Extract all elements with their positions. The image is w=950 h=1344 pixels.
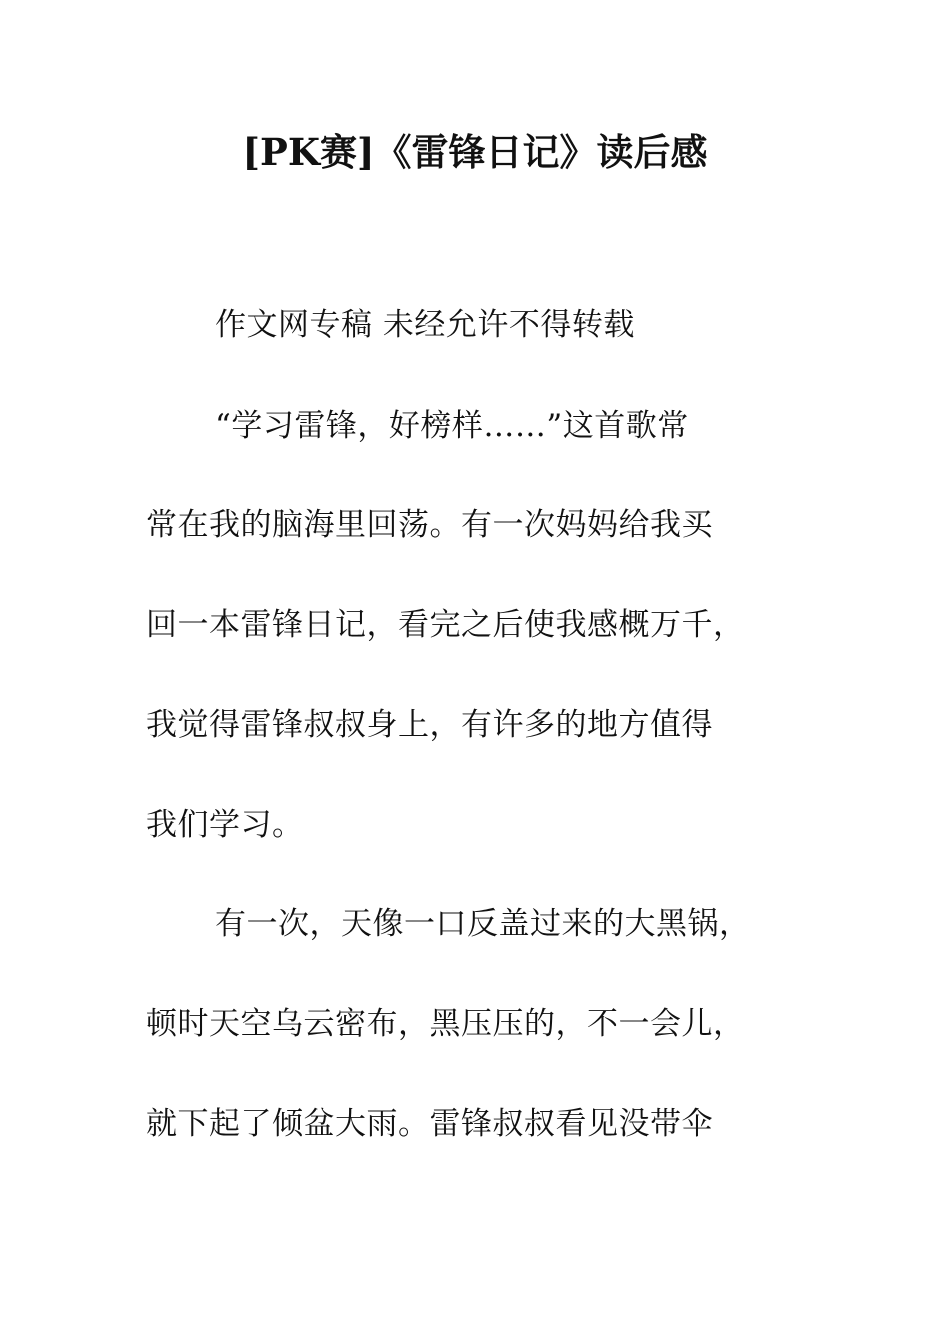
- text-line: 我觉得雷锋叔叔身上，有许多的地方值得: [146, 707, 713, 743]
- text-line: 顿时天空乌云密布，黑压压的，不一会儿，: [146, 1006, 745, 1042]
- text-line: 常在我的脑海里回荡。有一次妈妈给我买: [146, 507, 713, 543]
- text-line: 回一本雷锋日记，看完之后使我感概万千，: [146, 607, 745, 643]
- document-title: [PK赛]《雷锋日记》读后感: [242, 130, 708, 174]
- text-line: 有一次，天像一口反盖过来的大黑锅，: [215, 906, 751, 942]
- text-line: 就下起了倾盆大雨。雷锋叔叔看见没带伞: [146, 1106, 713, 1142]
- text-line: 作文网专稿 未经允许不得转载: [215, 307, 635, 343]
- text-line: 我们学习。: [146, 807, 304, 843]
- text-line: “学习雷锋，好榜样……”这首歌常: [215, 408, 689, 444]
